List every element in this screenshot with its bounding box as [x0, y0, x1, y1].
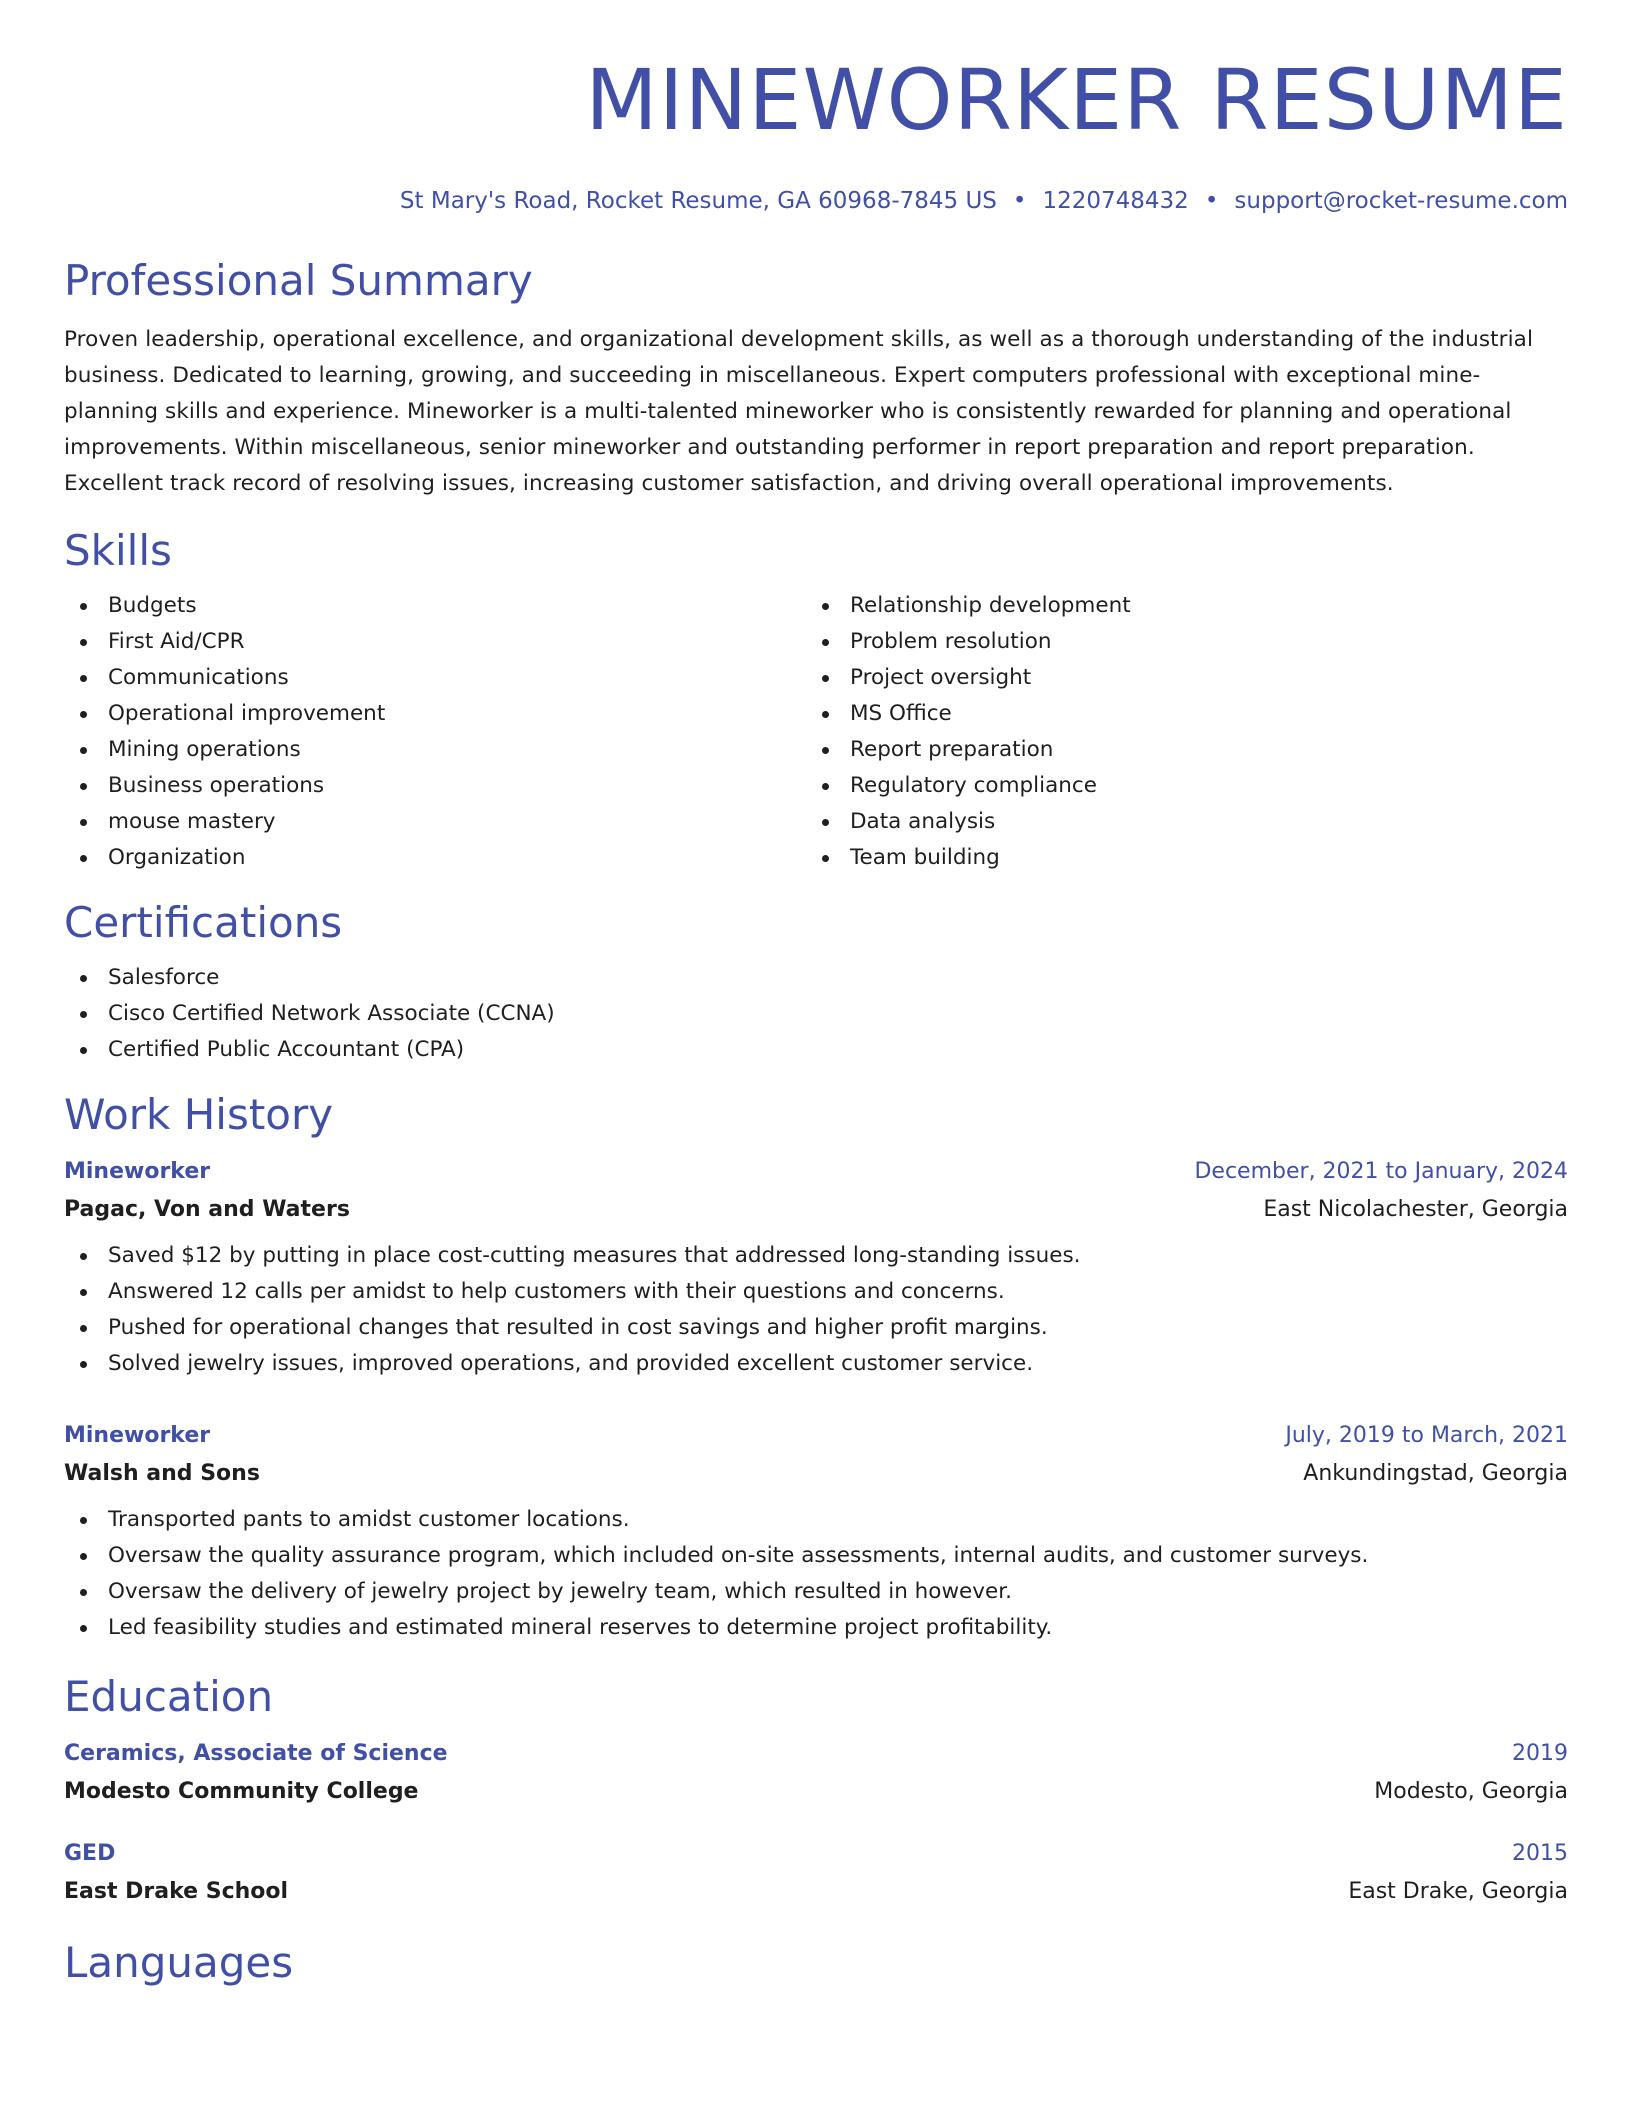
job-employer-row — [64, 1190, 1568, 1230]
skills-heading: Skills — [64, 526, 172, 575]
education-year: 2019 — [1512, 1741, 1568, 1766]
job-location: East Nicolachester, Georgia — [1263, 1197, 1568, 1222]
job-bullet: Led feasibility studies and estimated mineral reserves to determine project profitability. — [64, 1610, 1568, 1646]
job-bullet: Oversaw the quality assurance program, which included on-site assessments, internal audits, and customer surveys. — [64, 1538, 1568, 1574]
skill-item: Mining operations — [64, 732, 806, 768]
education-degree-row — [64, 1736, 1568, 1772]
contact-email: support@rocket-resume.com — [1234, 188, 1568, 214]
certification-item: Cisco Certified Network Associate (CCNA) — [64, 996, 1568, 1032]
skill-item: Team building — [806, 840, 1548, 876]
education-degree-row — [64, 1836, 1568, 1872]
education-location: Modesto, Georgia — [1374, 1779, 1568, 1804]
education-year: 2015 — [1512, 1841, 1568, 1866]
job-title-row — [64, 1418, 1568, 1454]
education-location: East Drake, Georgia — [1348, 1879, 1568, 1904]
skill-item: Report preparation — [806, 732, 1548, 768]
job-bullet: Oversaw the delivery of jewelry project by jewelry team, which resulted in however. — [64, 1574, 1568, 1610]
skills-right-column — [806, 588, 1548, 876]
skill-item: Organization — [64, 840, 806, 876]
languages-heading: Languages — [64, 1938, 294, 1987]
job-dates: July, 2019 to March, 2021 — [1285, 1423, 1568, 1448]
skill-item: Data analysis — [806, 804, 1548, 840]
skill-item: First Aid/CPR — [64, 624, 806, 660]
contact-separator: • — [1012, 188, 1027, 214]
job-employer: Pagac, Von and Waters — [64, 1197, 350, 1222]
education-school: East Drake School — [64, 1879, 289, 1904]
work-history-heading: Work History — [64, 1090, 334, 1139]
job-bullets — [64, 1502, 1568, 1646]
contact-phone: 1220748432 — [1042, 188, 1189, 214]
skill-item: MS Office — [806, 696, 1548, 732]
skill-item: Communications — [64, 660, 806, 696]
job-dates: December, 2021 to January, 2024 — [1194, 1159, 1568, 1184]
job-bullets — [64, 1238, 1568, 1382]
summary-heading: Professional Summary — [64, 256, 533, 305]
job-title-row — [64, 1154, 1568, 1190]
skills-grid — [64, 588, 1568, 876]
certifications-heading: Certifications — [64, 898, 343, 947]
skill-item: Relationship development — [806, 588, 1548, 624]
skill-item: Problem resolution — [806, 624, 1548, 660]
skill-item: Project oversight — [806, 660, 1548, 696]
education-school-row — [64, 1772, 1568, 1812]
contact-address: St Mary's Road, Rocket Resume, GA 60968-7845 US — [399, 188, 997, 214]
job-bullet: Answered 12 calls per amidst to help customers with their questions and concerns. — [64, 1274, 1568, 1310]
contact-line — [64, 186, 1568, 216]
education-degree: GED — [64, 1841, 116, 1866]
skill-item: Budgets — [64, 588, 806, 624]
education-entry — [64, 1836, 1568, 1912]
education-heading: Education — [64, 1672, 274, 1721]
skill-item: mouse mastery — [64, 804, 806, 840]
job-title: Mineworker — [64, 1423, 211, 1448]
education-degree: Ceramics, Associate of Science — [64, 1741, 448, 1766]
certification-item: Salesforce — [64, 960, 1568, 996]
skill-item: Business operations — [64, 768, 806, 804]
job-bullet: Transported pants to amidst customer locations. — [64, 1502, 1568, 1538]
certifications-list — [64, 960, 1568, 1068]
job-employer: Walsh and Sons — [64, 1461, 260, 1486]
resume-title: MINEWORKER RESUME — [585, 51, 1568, 149]
job-location: Ankundingstad, Georgia — [1303, 1461, 1568, 1486]
skill-item: Regulatory compliance — [806, 768, 1548, 804]
skills-left-column — [64, 588, 806, 876]
certification-item: Certified Public Accountant (CPA) — [64, 1032, 1568, 1068]
job-title: Mineworker — [64, 1159, 211, 1184]
education-school: Modesto Community College — [64, 1779, 419, 1804]
contact-separator: • — [1204, 188, 1219, 214]
job-bullet: Solved jewelry issues, improved operations, and provided excellent customer service. — [64, 1346, 1568, 1382]
job-entry — [64, 1418, 1568, 1646]
summary-text: Proven leadership, operational excellence, and organizational development skills, as well as a thorough understanding of the industrial business. Dedicated to learning, growing, and succeeding in miscellaneous. Expert computers professional with exceptional mine-planning skills and experience. Mineworker is a multi-talented mineworker who is consistently rewarded for planning and operational improvements. Within miscellaneous, senior mineworker and outstanding performer in report preparation and report preparation. Excellent track record of resolving issues, increasing customer satisfaction, and driving overall operational improvements. — [64, 327, 1534, 496]
job-employer-row — [64, 1454, 1568, 1494]
education-school-row — [64, 1872, 1568, 1912]
job-entry — [64, 1154, 1568, 1382]
education-entry — [64, 1736, 1568, 1812]
skill-item: Operational improvement — [64, 696, 806, 732]
job-bullet: Saved $12 by putting in place cost-cutting measures that addressed long-standing issues. — [64, 1238, 1568, 1274]
job-bullet: Pushed for operational changes that resulted in cost savings and higher profit margins. — [64, 1310, 1568, 1346]
